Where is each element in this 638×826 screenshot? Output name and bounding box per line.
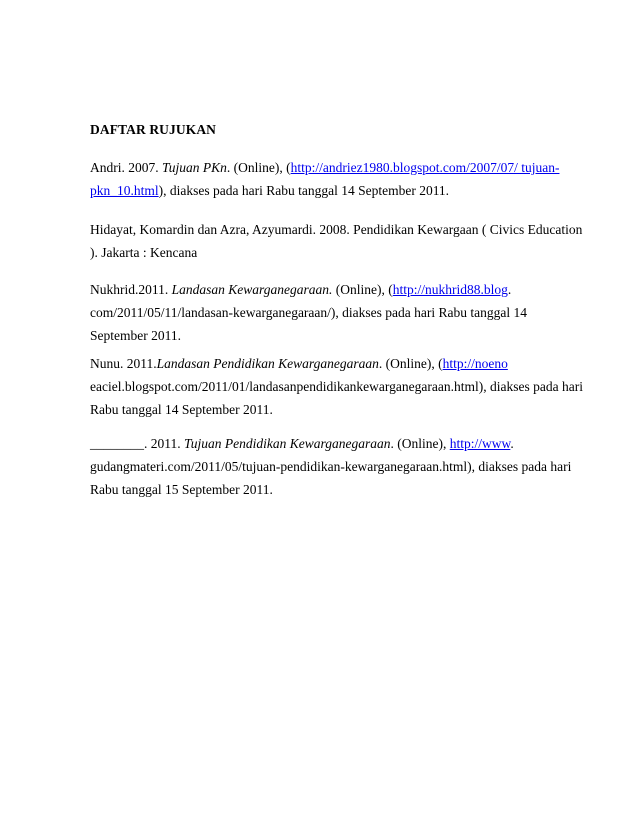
reference-line: ). Jakarta : Kencana (90, 245, 198, 260)
reference-line: Andri. 2007. Tujuan PKn. (Online), (http://andriez1980.blogspot.com/2007/07/ tujuan- (90, 160, 560, 175)
reference-line: com/2011/05/11/landasan-kewarganegaraan/), diakses pada hari Rabu tanggal 14 (90, 305, 527, 320)
reference-link[interactable]: http://noeno (442, 356, 508, 371)
reference-line: September 2011. (90, 328, 181, 343)
reference-line: eaciel.blogspot.com/2011/01/landasanpendidikankewarganegaraan.html), diakses pada hari (90, 379, 583, 394)
page-title: DAFTAR RUJUKAN (90, 122, 217, 137)
reference-hidayat (90, 218, 582, 264)
reference-link[interactable]: http://nukhrid88.blog (392, 282, 508, 297)
reference-title: Landasan Pendidikan Kewarganegaraan (156, 356, 379, 371)
reference-line: Rabu tanggal 14 September 2011. (90, 402, 273, 417)
reference-line: Nukhrid.2011. Landasan Kewarganegaraan. (Online), (http://nukhrid88.blog. (90, 282, 512, 297)
reference-line: Rabu tanggal 15 September 2011. (90, 482, 273, 497)
reference-link[interactable]: http://andriez1980.blogspot.com/2007/07/ tujuan- (290, 160, 560, 175)
reference-line: ________. 2011. Tujuan Pendidikan Kewarganegaraan. (Online), http://www. (90, 436, 514, 451)
reference-title: Tujuan Pendidikan Kewarganegaraan (184, 436, 391, 451)
reference-line: gudangmateri.com/2011/05/tujuan-pendidikan-kewarganegaraan.html), diakses pada hari (90, 459, 572, 474)
reference-line: Nunu. 2011.Landasan Pendidikan Kewarganegaraan. (Online), (http://noeno (90, 356, 508, 371)
reference-nunu (90, 352, 583, 421)
reference-line: pkn_10.html), diakses pada hari Rabu tanggal 14 September 2011. (90, 183, 450, 198)
reference-title: Landasan Kewarganegaraan. (171, 282, 333, 297)
reference-andri (90, 156, 559, 202)
reference-title: Tujuan PKn (162, 160, 227, 175)
reference-line: Hidayat, Komardin dan Azra, Azyumardi. 2008. Pendidikan Kewargaan ( Civics Education (90, 222, 583, 237)
reference-anonymous (90, 432, 571, 501)
reference-link[interactable]: http://www (449, 436, 511, 451)
reference-nukhrid (90, 278, 527, 347)
reference-link[interactable]: pkn_10.html (90, 183, 159, 198)
